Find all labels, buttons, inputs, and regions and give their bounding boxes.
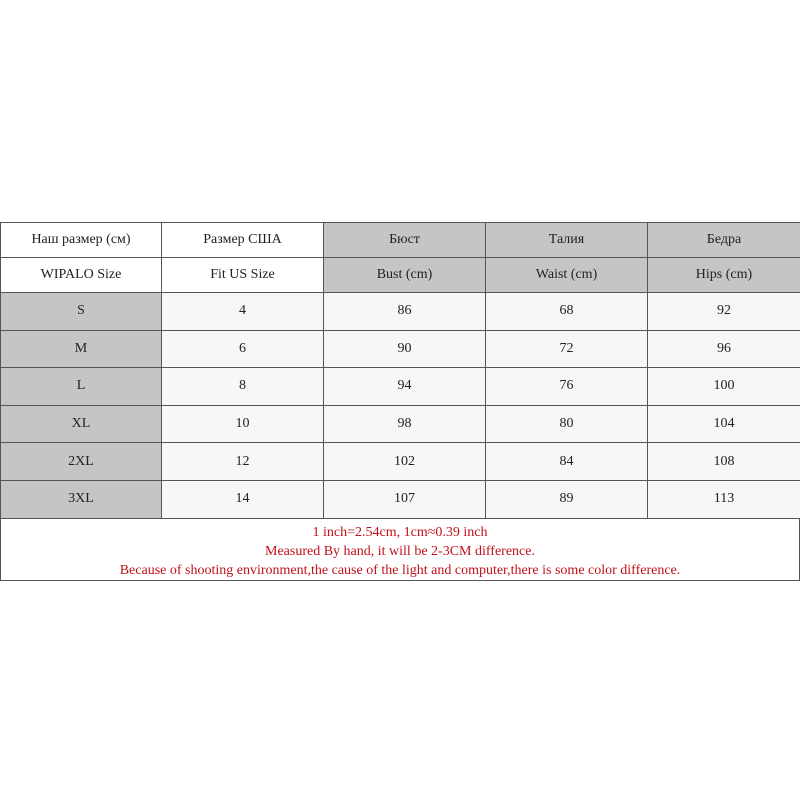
header-hips: Hips (cm) <box>648 258 800 293</box>
waist-cell: 76 <box>486 368 648 406</box>
size-cell: L <box>1 368 162 406</box>
header-waist: Waist (cm) <box>486 258 648 293</box>
table-row <box>1 405 800 443</box>
table-row <box>1 368 800 406</box>
us-size-cell: 4 <box>162 293 324 331</box>
bust-cell: 86 <box>324 293 486 331</box>
us-size-cell: 14 <box>162 480 324 518</box>
header-waist-ru: Талия <box>486 223 648 258</box>
waist-cell: 89 <box>486 480 648 518</box>
note-color-difference: Because of shooting environment,the cause of the light and computer,there is some color difference. <box>119 562 681 578</box>
size-table <box>0 222 800 519</box>
us-size-cell: 12 <box>162 443 324 481</box>
hips-cell: 100 <box>648 368 800 406</box>
waist-cell: 80 <box>486 405 648 443</box>
us-size-cell: 8 <box>162 368 324 406</box>
header-bust-ru: Бюст <box>324 223 486 258</box>
bust-cell: 90 <box>324 330 486 368</box>
waist-cell: 68 <box>486 293 648 331</box>
size-cell: XL <box>1 405 162 443</box>
header-our-size-ru: Наш размер (см) <box>1 223 162 258</box>
table-row <box>1 443 800 481</box>
bust-cell: 98 <box>324 405 486 443</box>
hips-cell: 113 <box>648 480 800 518</box>
header-row-en <box>1 258 800 293</box>
hips-cell: 104 <box>648 405 800 443</box>
size-cell: M <box>1 330 162 368</box>
table-row <box>1 293 800 331</box>
notes-box <box>0 519 800 581</box>
note-conversion: 1 inch=2.54cm, 1cm≈0.39 inch <box>312 524 488 540</box>
header-wipalo-size: WIPALO Size <box>1 258 162 293</box>
header-row-ru <box>1 223 800 258</box>
table-row <box>1 330 800 368</box>
hips-cell: 96 <box>648 330 800 368</box>
size-cell: S <box>1 293 162 331</box>
hips-cell: 92 <box>648 293 800 331</box>
bust-cell: 107 <box>324 480 486 518</box>
us-size-cell: 6 <box>162 330 324 368</box>
header-us-size-ru: Размер США <box>162 223 324 258</box>
waist-cell: 84 <box>486 443 648 481</box>
waist-cell: 72 <box>486 330 648 368</box>
note-measured-by-hand: Measured By hand, it will be 2-3CM difference. <box>265 543 535 559</box>
header-bust: Bust (cm) <box>324 258 486 293</box>
us-size-cell: 10 <box>162 405 324 443</box>
bust-cell: 102 <box>324 443 486 481</box>
header-hips-ru: Бедра <box>648 223 800 258</box>
bust-cell: 94 <box>324 368 486 406</box>
size-chart <box>0 222 800 581</box>
header-fit-us-size: Fit US Size <box>162 258 324 293</box>
table-row <box>1 480 800 518</box>
size-cell: 2XL <box>1 443 162 481</box>
hips-cell: 108 <box>648 443 800 481</box>
size-cell: 3XL <box>1 480 162 518</box>
